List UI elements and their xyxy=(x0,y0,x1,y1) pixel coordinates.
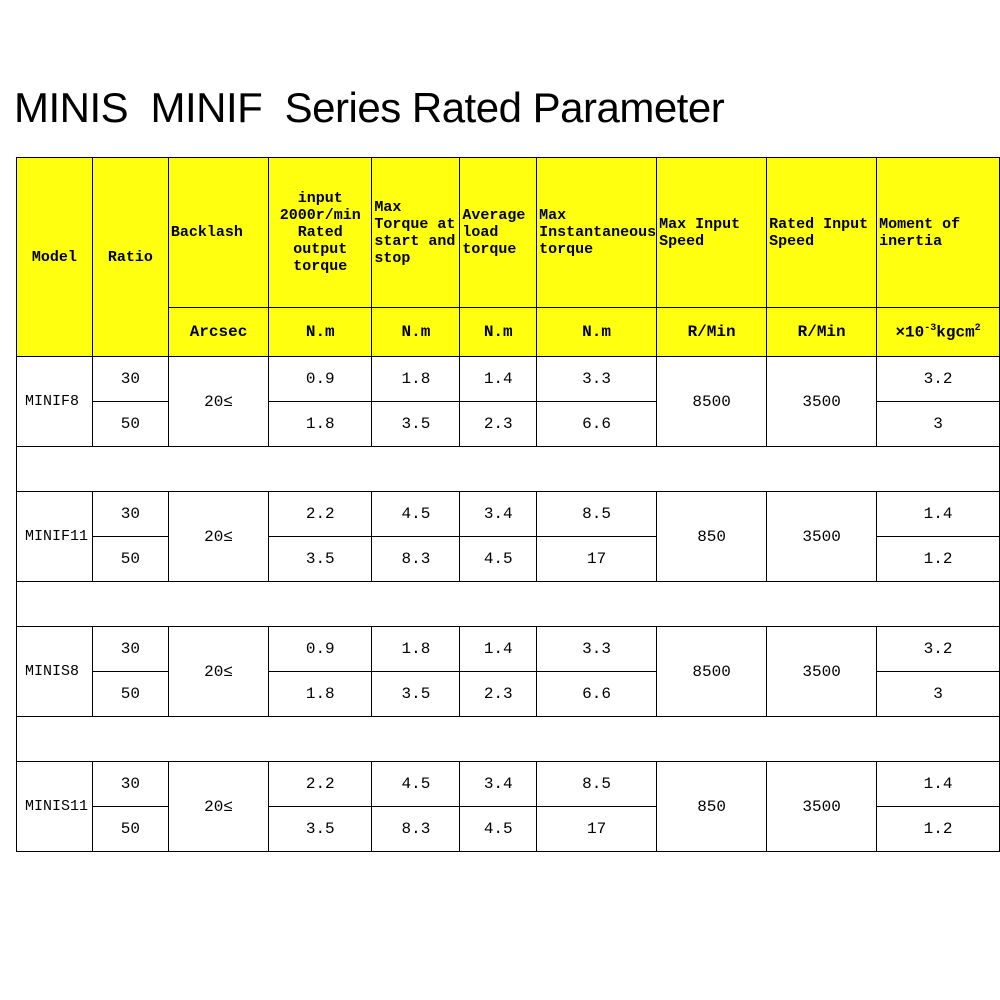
table-row xyxy=(17,357,1000,402)
header-ratio: Ratio xyxy=(92,158,168,357)
spacer-row xyxy=(17,447,1000,492)
table-row xyxy=(17,627,1000,672)
average-load-torque-cell: 3.4 xyxy=(460,762,537,807)
max-instantaneous-torque-cell: 6.6 xyxy=(537,672,657,717)
backlash-cell: 20≤ xyxy=(168,492,268,582)
moment-of-inertia-cell: 1.4 xyxy=(877,492,1000,537)
backlash-cell: 20≤ xyxy=(168,762,268,852)
max-instantaneous-torque-cell: 17 xyxy=(537,537,657,582)
header-rated-output-torque: input 2000r/min Rated output torque xyxy=(269,158,372,308)
ratio-cell: 30 xyxy=(92,762,168,807)
max-torque-cell: 4.5 xyxy=(372,762,460,807)
header-row xyxy=(17,158,1000,308)
unit-inertia-unit-exp: 2 xyxy=(974,322,981,334)
ratio-cell: 30 xyxy=(92,627,168,672)
model-cell: MINIS8 xyxy=(17,627,93,717)
moment-of-inertia-cell: 3.2 xyxy=(877,357,1000,402)
unit-max-instantaneous-torque: N.m xyxy=(537,308,657,357)
moment-of-inertia-cell: 3.2 xyxy=(877,627,1000,672)
max-torque-cell: 3.5 xyxy=(372,402,460,447)
max-input-speed-cell: 8500 xyxy=(657,357,767,447)
unit-rated-input-speed: R/Min xyxy=(767,308,877,357)
rated-output-torque-cell: 0.9 xyxy=(269,627,372,672)
unit-inertia-exp: -3 xyxy=(924,322,937,334)
ratio-cell: 50 xyxy=(92,672,168,717)
max-torque-cell: 4.5 xyxy=(372,492,460,537)
average-load-torque-cell: 1.4 xyxy=(460,357,537,402)
unit-max-input-speed: R/Min xyxy=(657,308,767,357)
max-instantaneous-torque-cell: 8.5 xyxy=(537,762,657,807)
table-row xyxy=(17,492,1000,537)
model-cell: MINIS11 xyxy=(17,762,93,852)
spacer-cell xyxy=(17,582,1000,627)
header-average-load-torque: Average load torque xyxy=(460,158,537,308)
page-title: MINIS MINIF Series Rated Parameter xyxy=(14,84,725,131)
unit-inertia-unit: kgcm xyxy=(936,323,975,342)
unit-average-load-torque: N.m xyxy=(460,308,537,357)
max-instantaneous-torque-cell: 3.3 xyxy=(537,627,657,672)
average-load-torque-cell: 2.3 xyxy=(460,402,537,447)
moment-of-inertia-cell: 1.4 xyxy=(877,762,1000,807)
max-torque-cell: 1.8 xyxy=(372,357,460,402)
ratio-cell: 30 xyxy=(92,492,168,537)
average-load-torque-cell: 4.5 xyxy=(460,537,537,582)
rated-input-speed-cell: 3500 xyxy=(767,762,877,852)
ratio-cell: 50 xyxy=(92,807,168,852)
header-max-input-speed: Max Input Speed xyxy=(657,158,767,308)
rated-input-speed-cell: 3500 xyxy=(767,492,877,582)
max-torque-cell: 3.5 xyxy=(372,672,460,717)
model-cell: MINIF8 xyxy=(17,357,93,447)
header-rated-input-speed: Rated Input Speed xyxy=(767,158,877,308)
moment-of-inertia-cell: 1.2 xyxy=(877,807,1000,852)
unit-backlash: Arcsec xyxy=(168,308,268,357)
moment-of-inertia-cell: 3 xyxy=(877,672,1000,717)
max-input-speed-cell: 850 xyxy=(657,492,767,582)
unit-inertia-prefix: ×10 xyxy=(895,323,925,342)
max-instantaneous-torque-cell: 8.5 xyxy=(537,492,657,537)
average-load-torque-cell: 1.4 xyxy=(460,627,537,672)
average-load-torque-cell: 3.4 xyxy=(460,492,537,537)
max-input-speed-cell: 850 xyxy=(657,762,767,852)
spacer-row xyxy=(17,717,1000,762)
header-model: Model xyxy=(17,158,93,357)
unit-max-torque: N.m xyxy=(372,308,460,357)
rated-output-torque-cell: 0.9 xyxy=(269,357,372,402)
model-cell: MINIF11 xyxy=(17,492,93,582)
header-moment-of-inertia: Moment of inertia xyxy=(877,158,1000,308)
rated-output-torque-cell: 3.5 xyxy=(269,537,372,582)
rated-output-torque-cell: 1.8 xyxy=(269,402,372,447)
backlash-cell: 20≤ xyxy=(168,627,268,717)
average-load-torque-cell: 4.5 xyxy=(460,807,537,852)
average-load-torque-cell: 2.3 xyxy=(460,672,537,717)
table-row xyxy=(17,762,1000,807)
spacer-row xyxy=(17,582,1000,627)
max-torque-cell: 8.3 xyxy=(372,807,460,852)
max-instantaneous-torque-cell: 3.3 xyxy=(537,357,657,402)
header-max-instantaneous-torque: Max Instantaneous torque xyxy=(537,158,657,308)
ratio-cell: 50 xyxy=(92,402,168,447)
rated-output-torque-cell: 2.2 xyxy=(269,762,372,807)
max-instantaneous-torque-cell: 17 xyxy=(537,807,657,852)
header-backlash: Backlash xyxy=(168,158,268,308)
backlash-cell: 20≤ xyxy=(168,357,268,447)
header-max-torque: Max Torque at start and stop xyxy=(372,158,460,308)
unit-moment-of-inertia xyxy=(877,308,1000,357)
spacer-cell xyxy=(17,447,1000,492)
max-instantaneous-torque-cell: 6.6 xyxy=(537,402,657,447)
rated-parameter-table xyxy=(16,157,1000,852)
moment-of-inertia-cell: 1.2 xyxy=(877,537,1000,582)
max-input-speed-cell: 8500 xyxy=(657,627,767,717)
rated-output-torque-cell: 2.2 xyxy=(269,492,372,537)
ratio-cell: 50 xyxy=(92,537,168,582)
rated-output-torque-cell: 3.5 xyxy=(269,807,372,852)
unit-rated-output-torque: N.m xyxy=(269,308,372,357)
max-torque-cell: 8.3 xyxy=(372,537,460,582)
rated-input-speed-cell: 3500 xyxy=(767,627,877,717)
rated-input-speed-cell: 3500 xyxy=(767,357,877,447)
rated-output-torque-cell: 1.8 xyxy=(269,672,372,717)
spacer-cell xyxy=(17,717,1000,762)
moment-of-inertia-cell: 3 xyxy=(877,402,1000,447)
max-torque-cell: 1.8 xyxy=(372,627,460,672)
ratio-cell: 30 xyxy=(92,357,168,402)
